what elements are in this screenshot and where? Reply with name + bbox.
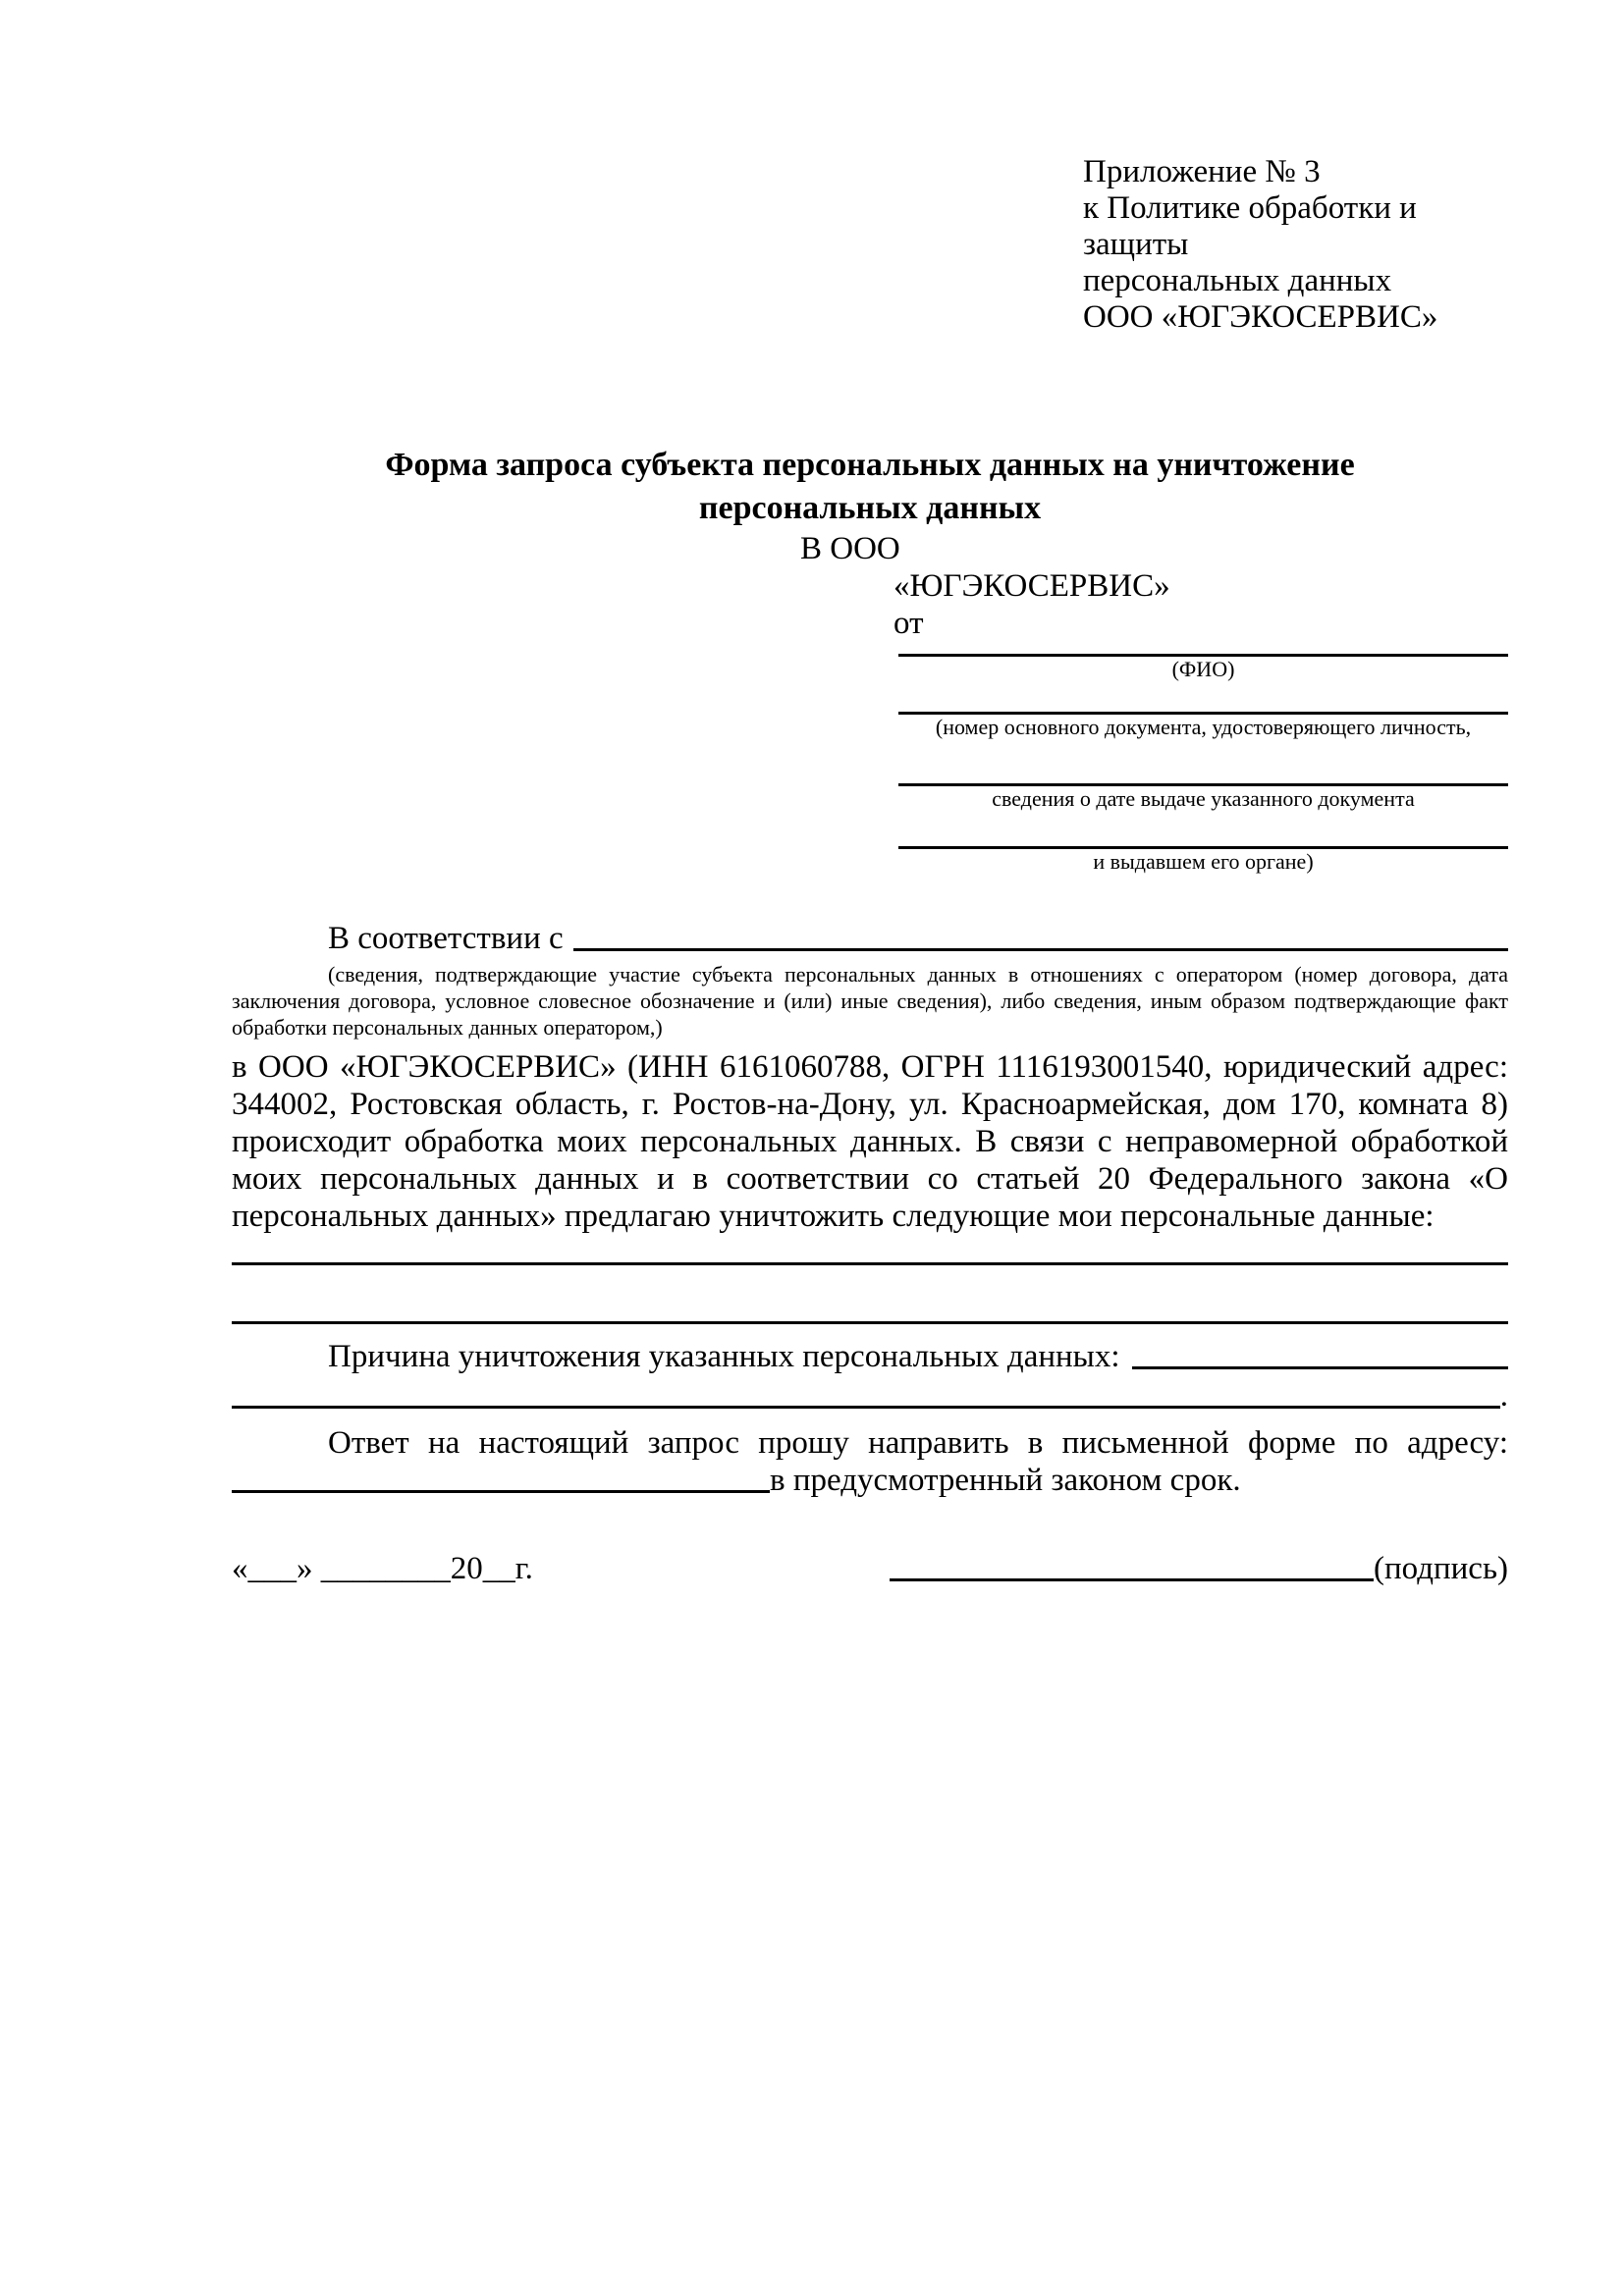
reason-row — [232, 1338, 1508, 1375]
signature-blank-line — [890, 1578, 1374, 1581]
appendix-line-3: персональных данных — [1083, 263, 1392, 298]
reason-label: Причина уничтожения указанных персональных данных: — [328, 1339, 1120, 1374]
document-title-line-2: персональных данных — [698, 490, 1042, 526]
reason-period: . — [1499, 1378, 1508, 1414]
personal-data-blank-line-1 — [232, 1235, 1508, 1265]
main-paragraph: в ООО «ЮГЭКОСЕРВИС» (ИНН 6161060788, ОГРН 1116193001540, юридический адрес: 344002, Ростовская область, г. Ростов-на-Дону, ул. Красноармейская, дом 170, комната 8) происходит обработка моих персональных данных. В связи с неправомерной обработкой моих персональных данных и в соответствии со статьей 20 Федерального закона «О персональных данных» предлагаю уничтожить следующие мои персональные данные: — [232, 1049, 1508, 1234]
document-number-blank-line — [898, 682, 1508, 715]
identity-field-issuing-authority — [898, 812, 1508, 875]
reply-address-row — [232, 1462, 1508, 1499]
identity-fields — [898, 642, 1508, 875]
reply-request-text: Ответ на настоящий запрос прошу направить в письменной форме по адресу: — [328, 1425, 1508, 1461]
reply-term-text: в предусмотренный законом срок. — [770, 1463, 1241, 1498]
basis-blank-line — [573, 920, 1508, 951]
issue-date-caption: сведения о дате выдаче указанного документа — [992, 786, 1415, 811]
identity-field-document-number — [898, 682, 1508, 740]
basis-note: (сведения, подтверждающие участие субъекта персональных данных в отношениях с оператором (номер договора, дата заключения договора, условное словесное обозначение и (или) иные сведения), либо сведения, иным образом подтверждающие факт обработки персональных данных оператором,) — [232, 962, 1508, 1040]
identity-field-issue-date — [898, 740, 1508, 812]
basis-row — [232, 920, 1508, 957]
addressee-org: «ЮГЭКОСЕРВИС» — [893, 568, 1170, 604]
reply-address-blank-line — [232, 1462, 770, 1493]
identity-field-fio — [898, 642, 1508, 682]
issue-date-blank-line — [898, 740, 1508, 786]
issuing-authority-blank-line — [898, 812, 1508, 849]
fio-caption: (ФИО) — [1171, 657, 1235, 681]
basis-lead-text: В соответствии с — [328, 921, 564, 956]
reason-continuation-row — [232, 1375, 1508, 1415]
signature-block — [890, 1550, 1508, 1587]
document-title-line-1: Форма запроса субъекта персональных данных на уничтожение — [385, 447, 1355, 483]
addressee-to: В ООО — [800, 531, 900, 566]
appendix-line-2: к Политике обработки и защиты — [1083, 190, 1417, 262]
document-number-caption: (номер основного документа, удостоверяющего личность, — [935, 715, 1472, 739]
appendix-header — [1083, 154, 1508, 336]
appendix-line-4: ООО «ЮГЭКОСЕРВИС» — [1083, 299, 1438, 335]
document-title — [232, 444, 1508, 530]
reason-blank-line-2 — [232, 1406, 1500, 1409]
issuing-authority-caption: и выдавшем его органе) — [1093, 849, 1314, 874]
signature-caption: (подпись) — [1374, 1551, 1508, 1586]
date-blank-text: «___» ________20__г. — [232, 1551, 533, 1586]
addressee-from: от — [893, 606, 924, 641]
signature-row — [232, 1550, 1508, 1587]
appendix-line-1: Приложение № 3 — [1083, 154, 1321, 189]
personal-data-blank-line-2 — [232, 1265, 1508, 1324]
reason-blank-line-1 — [1132, 1338, 1508, 1369]
addressee-block — [232, 530, 1508, 642]
fio-blank-line — [898, 642, 1508, 657]
